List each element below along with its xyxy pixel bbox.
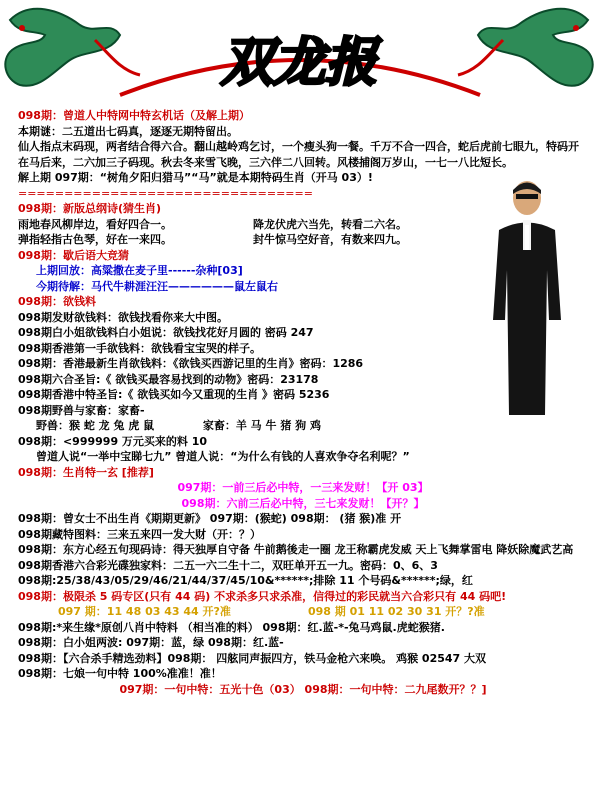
poem-cell: 封牛惊马空好音，有数来四九。 — [253, 233, 407, 246]
section-header: 098期：欲钱料 — [18, 295, 96, 308]
text-line: 098期：白小姐两波: 097期：蓝，绿 098期：红.蓝- — [18, 636, 284, 649]
text-line: 098期:25/38/43/05/29/46/21/44/37/45/10&******;排除 11 个号码&******;绿，红 — [18, 574, 473, 587]
text-line: 仙人指点末码现，两者结合得六合。翻山越岭鸡乞讨，一个瘦头狗一餐。千万不合一四合，蛇后虎前七眼九，特码开在马后来，二六加三子码现。秋去冬来雪飞晚，三六伴二八回转。风楼捕阁万岁山，一七一八比短长。 — [18, 140, 579, 169]
wild-label: 野兽： — [36, 419, 69, 432]
banner-title: 双龙报 — [220, 32, 378, 93]
left-dragon-icon — [5, 9, 140, 86]
text-line: 098期白小姐欲钱料白小姐说：欲钱找花好月圆的 密码 247 — [18, 326, 314, 339]
text-line: 098期六合圣旨:《 欲钱买最容易找到的动物》密码：23178 — [18, 372, 319, 386]
section-header: 098期：生肖特一玄 [推荐] — [18, 465, 154, 479]
recommend-line: 098期：六前三后必中特，三七来发财！【开？】 — [181, 496, 425, 510]
text-line: 098期野兽与家畜：家畜- — [18, 403, 145, 417]
text-line: 解上期 097期：“树角夕阳归猎马”“马”就是本期特码生肖（开马 03）! — [18, 171, 373, 184]
text-line: 曾道人说“一举中宝睇七九” 曾道人说：“为什么有钱的人喜欢争夺名利呢？” — [36, 450, 410, 463]
animal-row — [18, 418, 588, 434]
text-line: 098期:*来生缘*原创八肖中特料 （相当准的料） 098期：红.蓝-*-兔马鸡鼠.虎蛇猴猪. — [18, 620, 445, 634]
content — [18, 108, 588, 697]
recommend-line: 097期：一前三后必中特，一三来发财！【开 03】 — [177, 481, 429, 494]
text-line: 今期待解：马代牛耕涯汪汪——————鼠左鼠右 — [36, 279, 278, 293]
text-line: 098期香港中特圣旨:《 欲钱买如今又重现的生肖 》密码 5236 — [18, 388, 330, 401]
right-dragon-icon — [458, 9, 593, 86]
text-line: 本期谜：二五道出七码真，逐逐无期特留出。 — [18, 124, 238, 138]
olive-right: 098 期 01 11 02 30 31 开？?准 — [308, 605, 485, 618]
text-line: 098期：曾女士不出生肖《期期更新》 097期：(猴蛇) 098期： (猪 猴)准 开 — [18, 512, 402, 525]
text-line: 098期：东方心经五句现码诗：得天独厚自守备 牛前鹅後走一圈 龙王称霸虎发威 天上飞舞掌雷电 降妖除魔武艺高 — [18, 543, 574, 556]
text-line: 098期发财欲钱料：欲钱找看你来大中图。 — [18, 310, 228, 324]
poem-cell: 雨地春风柳岸边，看好四合一。 — [18, 217, 172, 231]
domestic-label: 家畜： — [202, 419, 236, 432]
olive-left: 097 期：11 48 03 43 44 开?准 — [58, 605, 231, 618]
poem-row — [18, 217, 588, 233]
poem-cell: 降龙伏虎六当先，转看二六名。 — [253, 217, 407, 231]
section-header: 098期：曾道人中特网中特玄机话（及解上期） — [18, 109, 250, 122]
text-line: 098期：<999999 万元买来的料 10 — [18, 434, 208, 448]
banner — [0, 0, 598, 112]
poem-row — [18, 232, 588, 248]
olive-row — [18, 604, 588, 620]
section-header: 098期：新版总纲诗(猜生肖) — [18, 202, 162, 215]
separator: ================================ — [18, 186, 313, 200]
text-line: 098期：香港最新生肖欲钱料：《欲钱买西游记里的生肖》密码：1286 — [18, 357, 364, 370]
text-line: 098期：【六合杀手精选劲料】098期： 四舷同声振四方，铁马金枪六来唤。 鸡猴 02547 大双 — [18, 651, 487, 665]
poem-cell: 弹指轻指古色琴，好在一来四。 — [18, 233, 172, 246]
wild-animals: 猴 蛇 龙 兔 虎 鼠 — [69, 419, 155, 432]
section-header: 098期：歇后语大竞猜 — [18, 248, 129, 262]
text-line: 098期：七娘一句中特 100%准准！准！ — [18, 667, 222, 680]
text-line: 098期藏特图料：三来五来四一发大财（开：？） — [18, 527, 261, 541]
text-line: 098期香港六合彩光碟独家料：二五一六二生十二，双旺单开五一九。密码：0、6、3 — [18, 558, 438, 572]
red-center-line: 097期：一句中特：五光十色（03） 098期：一句中特：二九尾数开？？] — [119, 682, 487, 696]
text-line: 098期香港第一手欲钱料：欲钱看宝宝哭的样子。 — [18, 341, 261, 355]
text-line: 上期回放：高粱撒在麦子里------杂种[03] — [36, 264, 243, 277]
warning-line: 098期：极限杀 5 码专区(只有 44 码) 不求杀多只求杀准，信得过的彩民就当六合彩只有 44 码吧! — [18, 589, 507, 603]
domestic-animals: 羊 马 牛 猪 狗 鸡 — [235, 419, 321, 432]
